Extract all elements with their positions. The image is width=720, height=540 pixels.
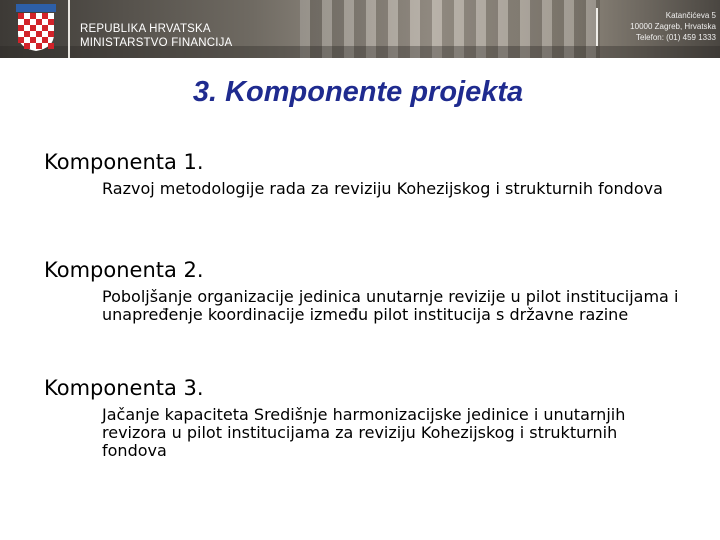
- header-banner: [0, 0, 720, 58]
- component-3: [44, 376, 684, 460]
- component-description: Poboljšanje organizacije jedinica unutarnje revizije u pilot institucijama i unapređenje koordinacije između pilot institucija s državne razine: [102, 287, 679, 324]
- contact-phone: Telefon: (01) 459 1333: [635, 33, 716, 42]
- page-title: 3. Komponente projekta: [192, 76, 524, 108]
- contact-info: [604, 10, 716, 43]
- ministry-line-2: MINISTARSTVO FINANCIJA: [80, 37, 233, 49]
- component-2: [44, 258, 684, 324]
- ministry-line-1: REPUBLIKA HRVATSKA: [80, 23, 211, 35]
- component-description: Jačanje kapaciteta Središnje harmonizacijske jedinice i unutarnjih revizora u pilot institucijama za reviziju Kohezijskog i strukturnih fondova: [102, 405, 626, 460]
- header-divider: [68, 0, 70, 58]
- contact-address: Katančićeva 5: [665, 11, 716, 20]
- contact-city: 10000 Zagreb, Hrvatska: [630, 22, 716, 31]
- component-1: [44, 150, 684, 198]
- component-heading: Komponenta 2.: [44, 258, 204, 282]
- ministry-name: [80, 22, 232, 50]
- croatian-coat-of-arms-icon: [16, 4, 56, 52]
- component-heading: Komponenta 1.: [44, 150, 204, 174]
- component-description: Razvoj metodologije rada za reviziju Kohezijskog i strukturnih fondova: [102, 179, 663, 198]
- contact-divider: [596, 8, 598, 46]
- component-heading: Komponenta 3.: [44, 376, 204, 400]
